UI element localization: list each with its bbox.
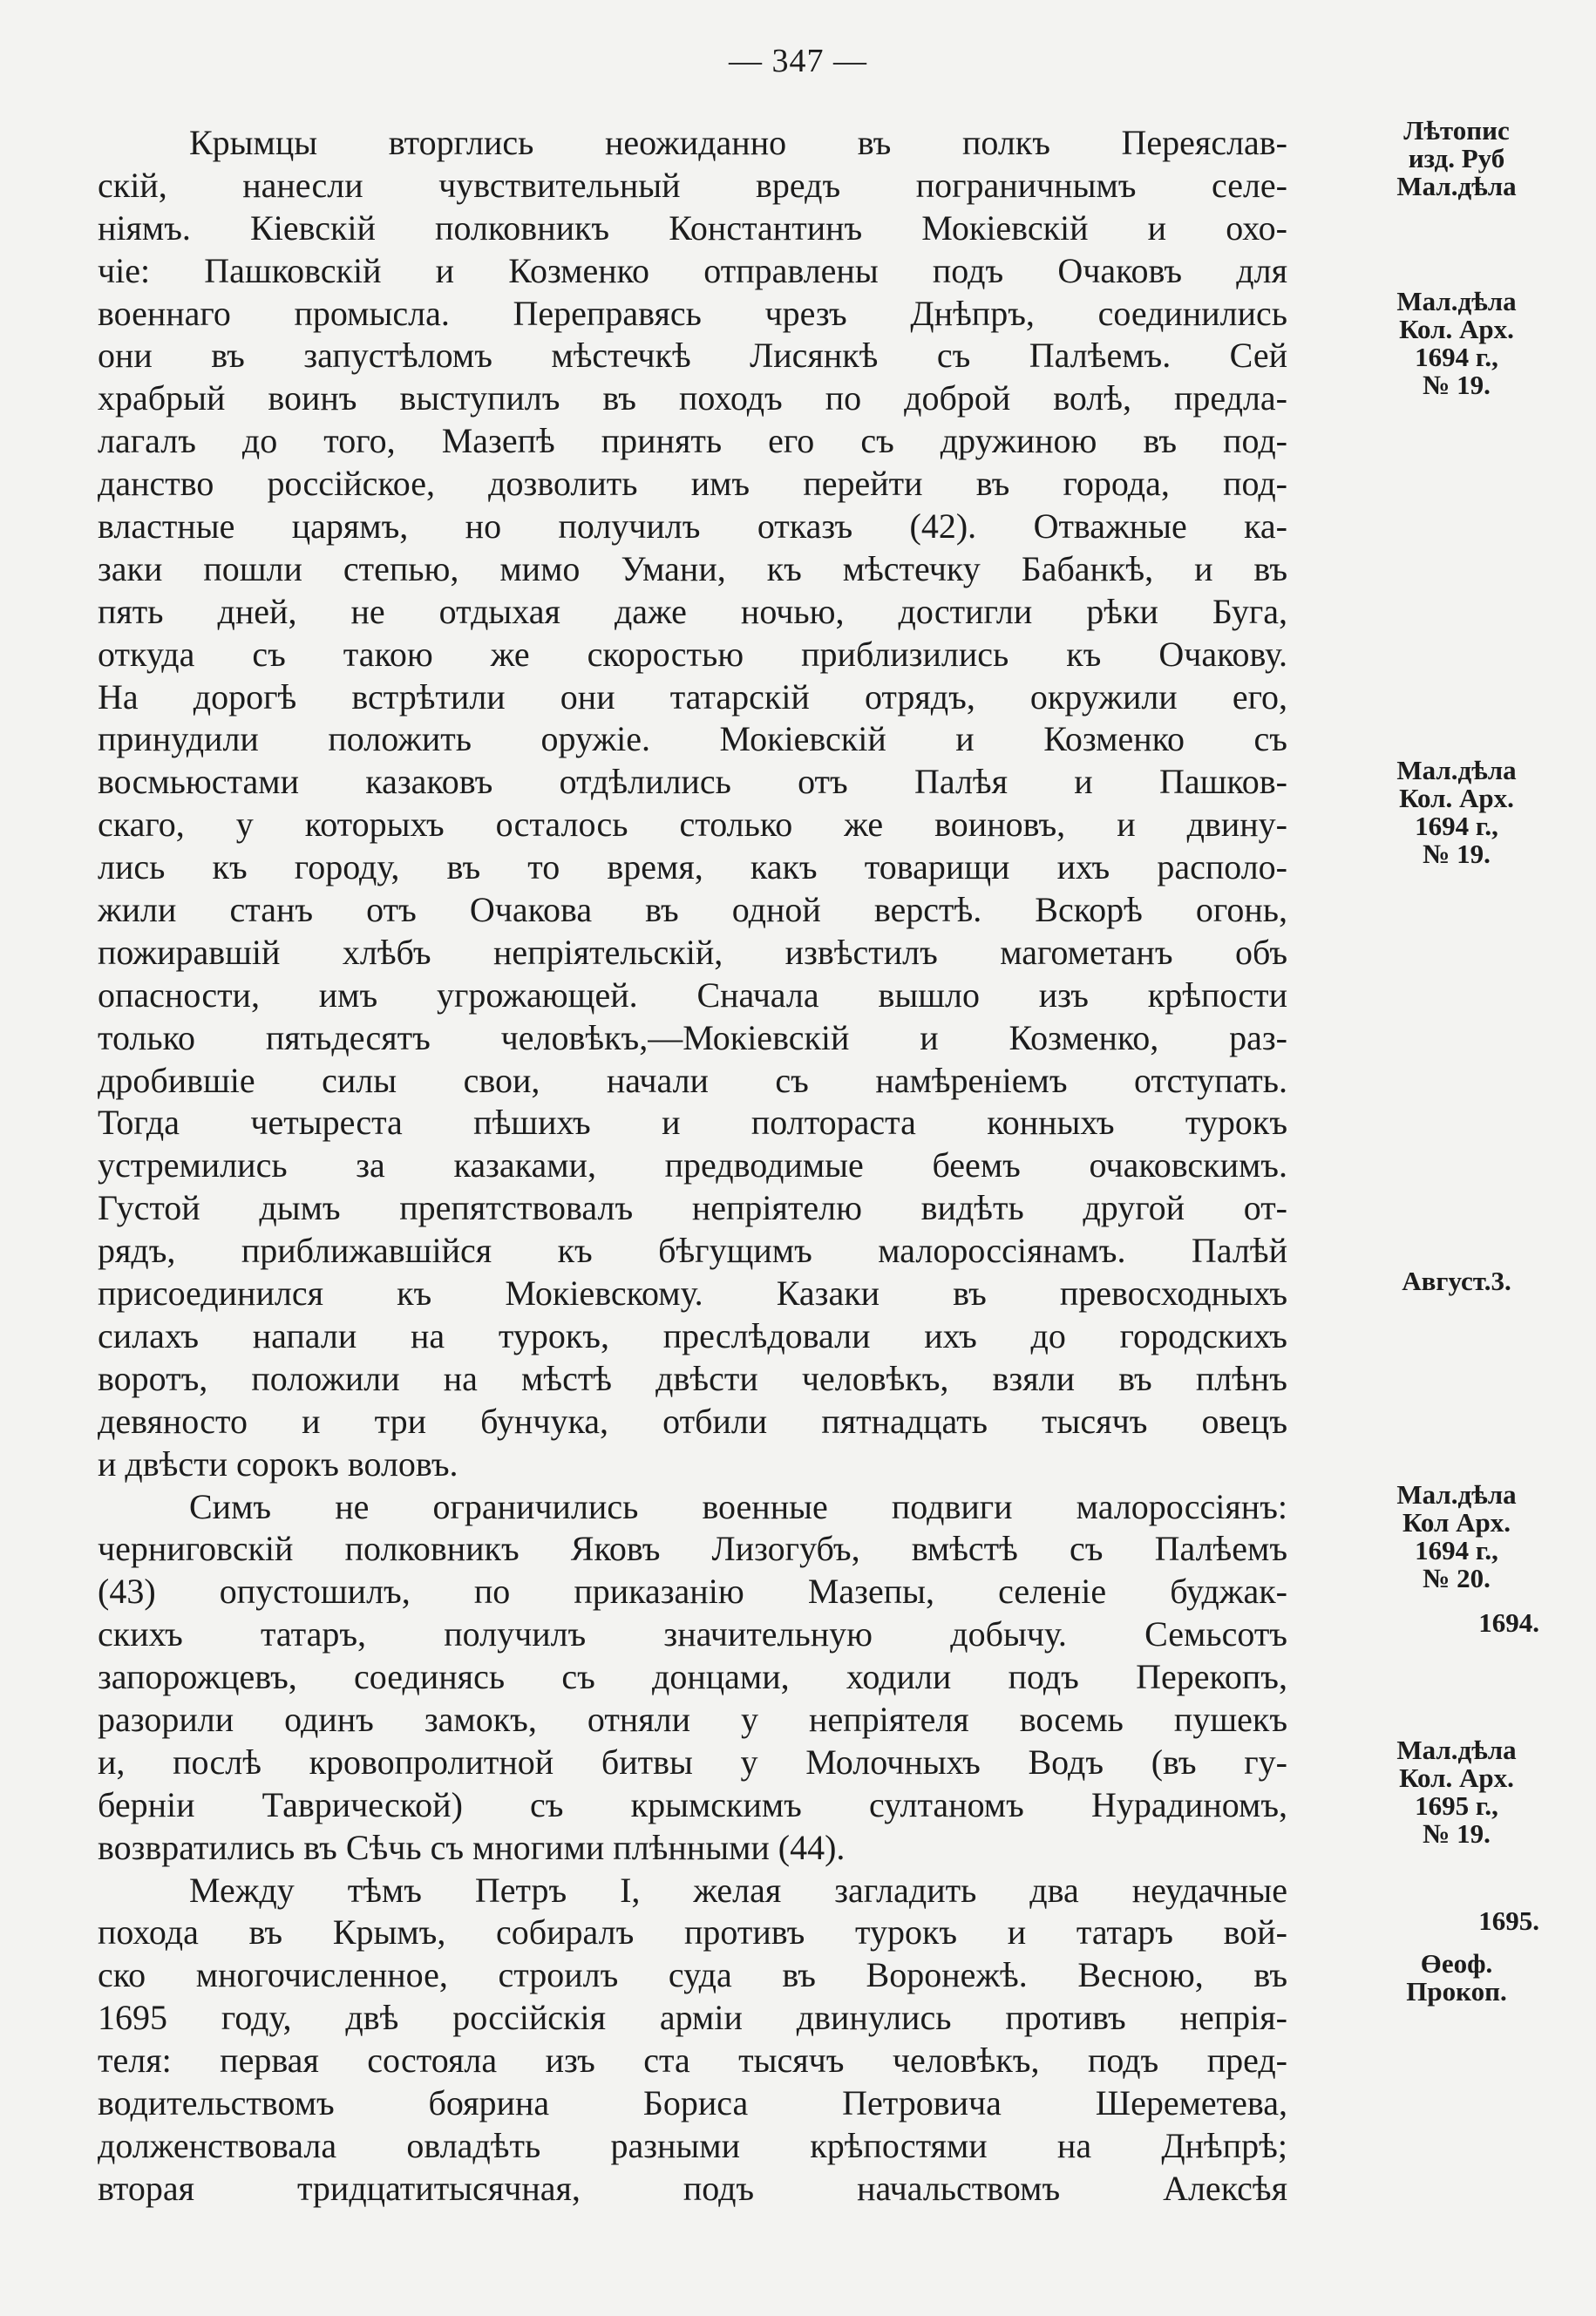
text-line: водительствомъ боярина Бориса Петровича Шереметева,	[98, 2082, 1287, 2122]
margin-note: Мал.дѣла Кол Арх. 1694 г., № 20.	[1396, 1478, 1517, 1593]
text-line: и двѣсти сорокъ воловъ.	[98, 1443, 458, 1484]
margin-note: 1694.	[1478, 1606, 1539, 1638]
text-line: восмьюстами казаковъ отдѣлились отъ Палѣя и Пашков-	[98, 762, 1287, 802]
text-line: скихъ татаръ, получилъ значительную добычу. Семьсотъ	[98, 1614, 1287, 1654]
text-line: пожиравшій хлѣбъ непріятельскій, извѣстилъ магометанъ объ	[98, 932, 1287, 972]
margin-note: Мал.дѣла Кол. Арх. 1694 г., № 19.	[1396, 754, 1517, 869]
text-line: скаго, у которыхъ осталось столько же воиновъ, и двину-	[98, 805, 1287, 845]
text-line: присоединился къ Мокіевскому. Казаки въ превосходныхъ	[98, 1273, 1287, 1314]
text-line: На дорогѣ встрѣтили они татарскій отрядъ, окружили его,	[98, 676, 1287, 717]
margin-note: Мал.дѣла Кол. Арх. 1695 г., № 19.	[1396, 1735, 1517, 1850]
text-line: храбрый воинъ выступилъ въ походъ по доброй волѣ, предла-	[98, 378, 1287, 418]
text-line: похода въ Крымъ, собиралъ противъ турокъ и татаръ вой-	[98, 1912, 1287, 1953]
text-line: жили станъ отъ Очакова въ одной верстѣ. Вскорѣ огонь,	[98, 890, 1287, 930]
text-line: властные царямъ, но получилъ отказъ (42). Отважные ка-	[98, 506, 1287, 547]
text-line: рядъ, приближавшійся къ бѣгущимъ малороссіянамъ. Палѣй	[98, 1231, 1287, 1271]
margin-note: 1695.	[1478, 1905, 1539, 1936]
text-line: запорожцевъ, соединясь съ донцами, ходили подъ Перекопъ,	[98, 1657, 1287, 1697]
text-line: вторая тридцатитысячная, подъ начальствомъ Алексѣя	[98, 2168, 1287, 2208]
margin-note: Лѣтопис изд. Руб Мал.дѣла	[1396, 115, 1517, 201]
text-line: лись къ городу, въ то время, какъ товарищи ихъ располо-	[98, 847, 1287, 887]
text-line: только пятьдесятъ человѣкъ,—Мокіевскій и Козменко, раз-	[98, 1017, 1287, 1057]
text-line: опасности, имъ угрожающей. Сначала вышло изъ крѣпости	[98, 975, 1287, 1015]
text-line: заки пошли степью, мимо Умани, къ мѣстечку Бабанкѣ, и въ	[98, 548, 1287, 588]
text-line: данство россійское, дозволить имъ перейти въ города, под-	[98, 464, 1287, 504]
margin-note: Өеоф. Прокоп.	[1406, 1947, 1507, 2007]
text-line: силахъ напали на турокъ, преслѣдовали ихъ до городскихъ	[98, 1315, 1287, 1355]
text-line: они въ запустѣломъ мѣстечкѣ Лисянкѣ съ Палѣемъ. Сей	[98, 336, 1287, 376]
text-line: черниговскій полковникъ Яковъ Лизогубъ, вмѣстѣ съ Палѣемъ	[98, 1529, 1287, 1569]
text-line: ніямъ. Кіевскій полковникъ Константинъ Мокіевскій и охо-	[98, 207, 1287, 248]
text-line: откуда съ такою же скоростью приблизились къ Очакову.	[98, 634, 1287, 674]
text-line: воротъ, положили на мѣстѣ двѣсти человѣкъ, взяли въ плѣнъ	[98, 1358, 1287, 1398]
margin-note: Мал.дѣла Кол. Арх. 1694 г., № 19.	[1396, 285, 1517, 400]
text-line: ско многочисленное, строилъ суда въ Воронежѣ. Весною, въ	[98, 1955, 1287, 1995]
body-text	[98, 115, 1539, 2211]
text-line: Крымцы вторглись неожиданно въ полкъ Переяслав-	[189, 123, 1287, 162]
text-line: Тогда четыреста пѣшихъ и полтораста конныхъ турокъ	[98, 1103, 1287, 1143]
text-line: долженствовала овладѣть разными крѣпостями на Днѣпрѣ;	[98, 2125, 1287, 2165]
text-line: девяносто и три бунчука, отбили пятнадцать тысячъ овецъ	[98, 1401, 1287, 1441]
text-line: пять дней, не отдыхая даже ночью, достигли рѣки Буга,	[98, 591, 1287, 631]
text-line: берніи Таврической) съ крымскимъ султаномъ Нурадиномъ,	[98, 1784, 1287, 1824]
text-line: дробившіе силы свои, начали съ намѣреніемъ отступать.	[98, 1060, 1287, 1100]
text-line: военнаго промысла. Переправясь чрезъ Днѣпръ, соединились	[98, 293, 1287, 333]
text-line: разорили одинъ замокъ, отняли у непріятеля восемь пушекъ	[98, 1699, 1287, 1739]
text-line: принудили положить оружіе. Мокіевскій и Козменко съ	[98, 719, 1287, 759]
text-line: Между тѣмъ Петръ I, желая загладить два неудачные	[189, 1870, 1287, 1910]
text-line: устремились за казаками, предводимые беемъ очаковскимъ.	[98, 1145, 1287, 1185]
margin-note: Август.3.	[1402, 1266, 1511, 1297]
text-line: скій, нанесли чувствительный вредъ пограничнымъ селе-	[98, 165, 1287, 205]
text-line: теля: первая состояла изъ ста тысячъ человѣкъ, подъ пред-	[98, 2041, 1287, 2081]
text-line: Симъ не ограничились военные подвиги малороссіянъ:	[189, 1486, 1287, 1526]
text-line: лагалъ до того, Мазепѣ принять его съ дружиною въ под-	[98, 421, 1287, 461]
text-line: чіе: Пашковскій и Козменко отправлены подъ Очаковъ для	[98, 250, 1287, 290]
text-line: и, послѣ кровопролитной битвы у Молочныхъ Водъ (въ гу-	[98, 1742, 1287, 1782]
text-line: (43) опустошилъ, по приказанію Мазепы, селеніе буджак-	[98, 1572, 1287, 1612]
text-line: Густой дымъ препятствовалъ непріятелю видѣть другой от-	[98, 1188, 1287, 1228]
text-line: 1695 году, двѣ россійскія арміи двинулись противъ непрія-	[98, 1998, 1287, 2038]
page-number: — 347 —	[729, 43, 867, 79]
text-line: возвратились въ Сѣчь съ многими плѣнными (44).	[98, 1827, 846, 1867]
